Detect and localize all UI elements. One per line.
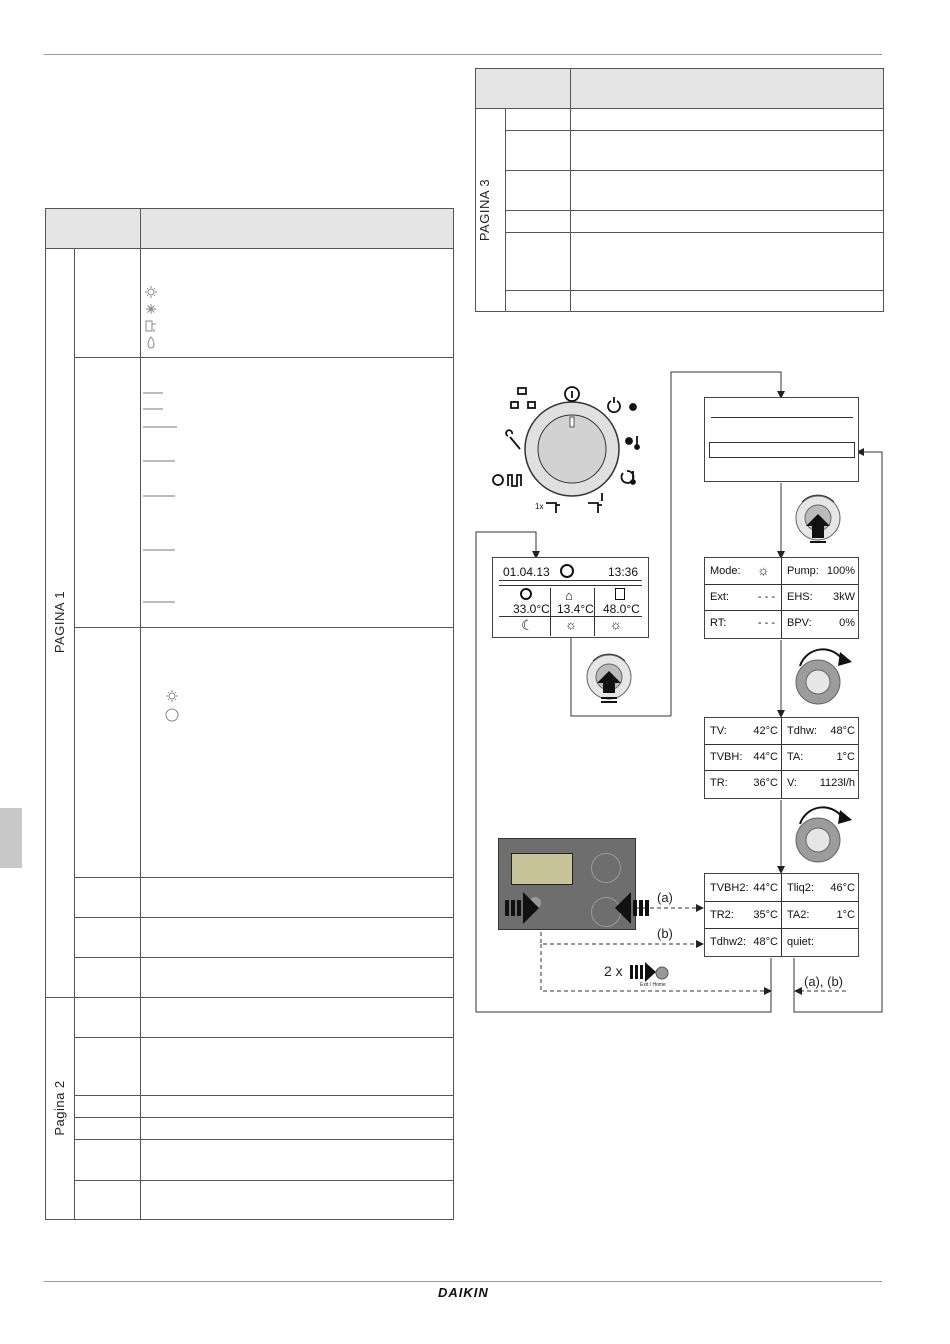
dhw-icon — [615, 588, 625, 600]
screen1-label: Pump: — [787, 565, 819, 577]
rotary-dial[interactable] — [490, 385, 660, 520]
screen2-value: 36°C — [753, 777, 778, 789]
screen2-label: TV: — [710, 725, 727, 737]
controller-knob-top — [591, 853, 621, 883]
screen3-label: TVBH2: — [710, 882, 749, 894]
exit-home-label: Exit / Home — [640, 982, 666, 988]
home-date: 01.04.13 — [503, 565, 550, 579]
knob-press-2[interactable] — [792, 490, 848, 550]
screen3-label: TA2: — [787, 909, 810, 921]
knob-rotate-1[interactable] — [792, 648, 854, 710]
screen2-value: 1°C — [836, 751, 855, 763]
screen-3 — [704, 873, 859, 957]
flow-temp-icon — [520, 588, 532, 600]
label-ab: (a), (b) — [804, 974, 843, 989]
screen1-value: 0% — [839, 617, 855, 629]
info-screen — [704, 397, 859, 482]
screen3-value: 1°C — [836, 909, 855, 921]
screen3-value: 35°C — [753, 909, 778, 921]
screen2-value: 42°C — [753, 725, 778, 737]
screen3-value: 44°C — [753, 882, 778, 894]
screen1-label: RT: — [710, 617, 727, 629]
house-icon: ⌂ — [565, 588, 573, 603]
screen2-value: 1123l/h — [819, 777, 855, 789]
label-b: (b) — [657, 926, 673, 941]
screen1-label: Ext: — [710, 591, 729, 603]
label-a: (a) — [657, 890, 673, 905]
screen1-label: BPV: — [787, 617, 812, 629]
home-value-2: 13.4°C — [557, 602, 594, 616]
screen2-label: Tdhw: — [787, 725, 817, 737]
knob-rotate-2[interactable] — [792, 806, 854, 868]
screen1-value: 100% — [826, 565, 855, 577]
sun-icon: ☼ — [565, 617, 577, 632]
moon-icon: ☾ — [521, 617, 534, 633]
screen3-label: Tliq2: — [787, 882, 814, 894]
screen3-value: 46°C — [830, 882, 855, 894]
screen-2 — [704, 717, 859, 799]
home-value-3: 48.0°C — [603, 602, 640, 616]
screen2-label: TR: — [710, 777, 728, 789]
screen3-label: Tdhw2: — [710, 936, 747, 948]
screen1-label: Mode: — [710, 565, 741, 577]
screen2-label: V: — [787, 777, 797, 789]
brand-logo: DAIKIN — [438, 1285, 489, 1300]
clock-icon — [560, 564, 574, 578]
screen3-label: quiet: — [787, 936, 814, 948]
sun-icon: ☼ — [757, 562, 770, 578]
screen1-value: - - - — [757, 591, 775, 603]
controller-display — [511, 853, 573, 885]
screen1-value: 3kW — [833, 591, 855, 603]
sun-icon: ☼ — [610, 617, 622, 632]
screen1-value: - - - — [757, 617, 775, 629]
screen2-label: TVBH: — [710, 751, 743, 763]
knob-press-1[interactable] — [583, 641, 639, 711]
home-screen — [492, 557, 649, 638]
svg-text:1x: 1x — [535, 502, 544, 511]
home-value-1: 33.0°C — [513, 602, 550, 616]
press-arrows — [505, 892, 655, 928]
section-label-pagina-3: PAGINA 3 — [477, 178, 492, 242]
screen2-label: TA: — [787, 751, 804, 763]
screen2-value: 44°C — [753, 751, 778, 763]
section-label-pagina-1: PAGINA 1 — [52, 590, 67, 654]
section-label-pagina-2: Pagina 2 — [52, 1080, 67, 1136]
screen3-label: TR2: — [710, 909, 734, 921]
screen-1 — [704, 557, 859, 639]
screen2-value: 48°C — [830, 725, 855, 737]
label-2x: 2 x — [604, 963, 623, 979]
screen1-label: EHS: — [787, 591, 813, 603]
exit-arrow — [630, 962, 670, 984]
screen3-value: 48°C — [753, 936, 778, 948]
home-time: 13:36 — [608, 565, 639, 579]
